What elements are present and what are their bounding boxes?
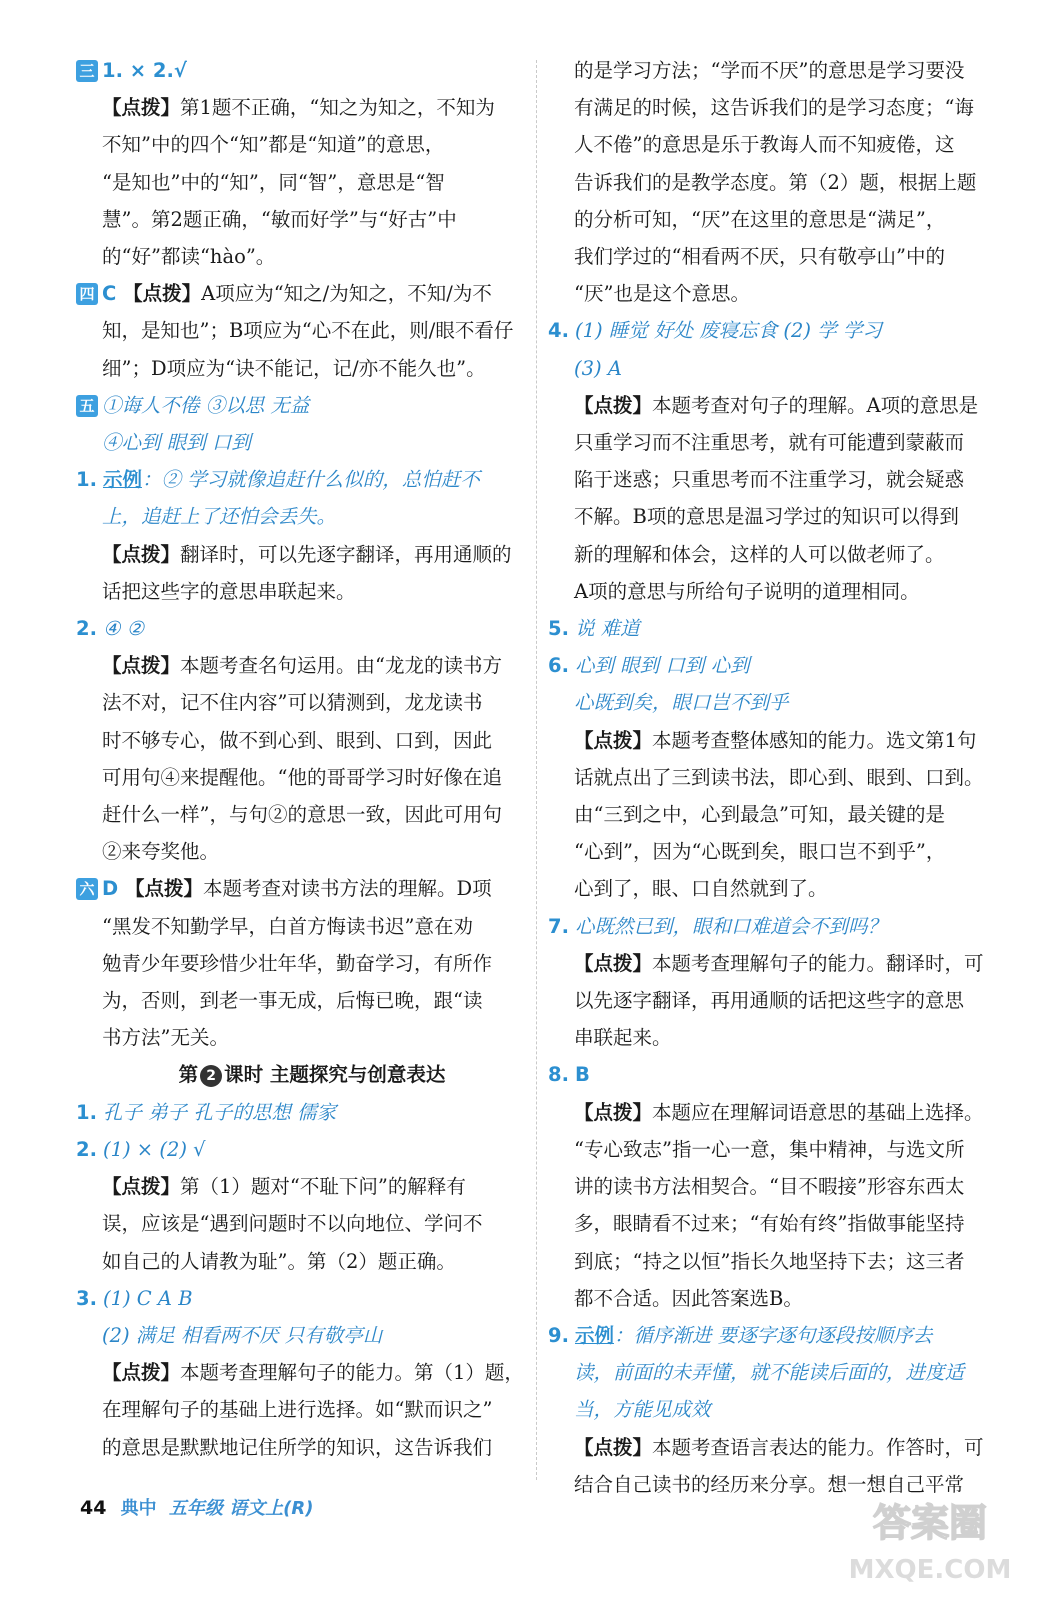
text-segment: 可用句④来提醒他。“他的哥哥学习时好像在追	[102, 765, 502, 789]
text-line	[548, 759, 994, 796]
text-line	[76, 684, 522, 721]
text-segment: 本题应在理解词语意思的基础上选择。	[652, 1100, 984, 1124]
text-segment: 以先逐字翻译，再用通顺的话把这些字的意思	[574, 989, 965, 1013]
text-line	[76, 164, 522, 201]
text-line	[548, 684, 994, 721]
section-marker: 四	[76, 283, 98, 305]
text-segment: 的“好”都读“hào”。	[102, 245, 276, 269]
answer-text: (1) 睡觉 好处 废寝忘食 (2) 学 学习	[574, 319, 882, 343]
text-line	[548, 908, 994, 945]
answer-text: (1) × (2) √	[102, 1137, 206, 1161]
text-line	[76, 796, 522, 833]
text-line	[76, 1317, 522, 1354]
answer-text: 孔子 弟子 孔子的思想 儒家	[102, 1100, 337, 1124]
text-line	[76, 387, 522, 424]
text-segment: 都不合适。因此答案选B。	[574, 1286, 803, 1310]
text-segment: 本题考查理解句子的能力。第（1）题，	[180, 1361, 524, 1385]
text-line	[548, 89, 994, 126]
text-segment: 如自己的人请教为耻”。第（2）题正确。	[102, 1249, 456, 1273]
text-line	[76, 945, 522, 982]
text-segment: 人不倦”的意思是乐于教诲人而不知疲倦，这	[574, 133, 955, 157]
question-number: 3.	[76, 1286, 97, 1310]
text-line	[548, 238, 994, 275]
text-line	[548, 1019, 994, 1056]
watermark-logo	[840, 1490, 1020, 1590]
text-line	[76, 1205, 522, 1242]
text-line	[548, 610, 994, 647]
text-line	[548, 1429, 994, 1466]
text-segment: 陷于迷惑；只重思考而不注重学习，就会疑惑	[574, 468, 965, 492]
text-line	[76, 833, 522, 870]
text-line	[76, 1280, 522, 1317]
right-column	[548, 52, 994, 1503]
example-label: 示例	[102, 468, 142, 492]
text-segment: 书方法”无关。	[102, 1026, 229, 1050]
text-line	[76, 238, 522, 275]
question-number: 1.	[76, 1100, 97, 1124]
section-marker: 五	[76, 395, 98, 417]
text-line	[76, 461, 522, 498]
text-line	[76, 312, 522, 349]
text-line	[548, 1131, 994, 1168]
hint-tag: 【点拨】	[102, 1175, 181, 1199]
text-segment: 在理解句子的基础上进行选择。如“默而识之”	[102, 1398, 493, 1422]
text-line	[548, 1317, 994, 1354]
text-line	[548, 275, 994, 312]
text-line	[76, 1131, 522, 1168]
text-line	[76, 201, 522, 238]
text-segment: 串联起来。	[574, 1026, 672, 1050]
answer-text: (2) 满足 相看两不厌 只有敬亭山	[102, 1323, 383, 1347]
text-segment: 结合自己读书的经历来分享。想一想自己平常	[574, 1472, 965, 1496]
question-number: 7.	[548, 914, 569, 938]
text-segment: 第	[178, 1063, 199, 1087]
text-segment: 本题考查整体感知的能力。选文第1句	[652, 728, 977, 752]
answer-text: 心既到矣，眼口岂不到乎	[574, 691, 789, 715]
question-number: 8.	[548, 1063, 569, 1087]
text-line	[76, 982, 522, 1019]
text-line	[548, 536, 994, 573]
hint-tag: 【点拨】	[574, 1435, 653, 1459]
text-segment: 第1题不正确，“知之为知之，不知为	[180, 96, 495, 120]
text-segment: “专心致志”指一心一意，集中精神，与选文所	[574, 1137, 965, 1161]
text-line	[548, 945, 994, 982]
hint-tag: 【点拨】	[102, 542, 181, 566]
text-line	[548, 722, 994, 759]
text-segment: 细”；D项应为“诀不能记，记/亦不能久也”。	[102, 356, 486, 380]
brand-logo: 典中	[120, 1498, 157, 1519]
text-segment: 不知”中的四个“知”都是“知道”的意思，	[102, 133, 445, 157]
hint-tag: 【点拨】	[102, 654, 181, 678]
text-line	[76, 498, 522, 535]
text-segment: 知，是知也”；B项应为“心不在此，则/眼不看仔	[102, 319, 514, 343]
answer-text: 读，前面的未弄懂，就不能读后面的，进度适	[574, 1361, 965, 1385]
answer-text: ：② 学习就像追赶什么似的，总怕赶不	[142, 468, 480, 492]
answer-text: 说 难道	[574, 617, 640, 641]
question-number: 5.	[548, 617, 569, 641]
hint-tag: 【点拨】	[574, 1100, 653, 1124]
text-line	[548, 201, 994, 238]
question-number: 9.	[548, 1323, 569, 1347]
text-line	[76, 610, 522, 647]
text-line	[76, 573, 522, 610]
text-line	[76, 647, 522, 684]
text-segment: 为，否则，到老一事无成，后悔已晚，跟“读	[102, 989, 483, 1013]
text-line	[548, 1094, 994, 1131]
text-segment: 新的理解和体会，这样的人可以做老师了。	[574, 542, 945, 566]
text-segment: D	[102, 877, 125, 901]
text-line	[548, 647, 994, 684]
text-segment: 告诉我们的是教学态度。第（2）题，根据上题	[574, 170, 977, 194]
text-line	[76, 1243, 522, 1280]
text-line	[76, 536, 522, 573]
text-line	[76, 722, 522, 759]
hint-tag: 【点拨】	[574, 951, 653, 975]
text-line	[548, 350, 994, 387]
question-number: 2.	[76, 617, 97, 641]
answer-text: ④心到 眼到 口到	[102, 431, 251, 455]
text-segment: 课时 主题探究与创意表达	[224, 1063, 446, 1087]
text-line	[76, 126, 522, 163]
section-marker: 六	[76, 878, 98, 900]
text-segment: “黑发不知勤学早，白首方悔读书迟”意在劝	[102, 914, 473, 938]
text-line	[76, 759, 522, 796]
text-line	[76, 350, 522, 387]
text-segment: 本题考查名句运用。由“龙龙的读书方	[180, 654, 502, 678]
hint-tag: 【点拨】	[102, 96, 181, 120]
text-line	[76, 1429, 522, 1466]
answer-text: 上，追赶上了还怕会丢失。	[102, 505, 337, 529]
answer-text: (1) C A B	[102, 1286, 193, 1310]
text-line	[548, 1280, 994, 1317]
text-line	[548, 1205, 994, 1242]
hint-tag: 【点拨】	[123, 282, 202, 306]
answer-text: ：循序渐进 要逐字逐句逐段按顺序去	[614, 1323, 933, 1347]
text-segment: 慧”。第2题正确，“敏而好学”与“好古”中	[102, 207, 457, 231]
page-footer	[80, 1493, 313, 1523]
text-line	[548, 312, 994, 349]
hint-tag: 【点拨】	[124, 877, 203, 901]
text-segment: C	[102, 282, 124, 306]
text-segment: 的意思是默默地记住所学的知识，这告诉我们	[102, 1435, 493, 1459]
text-segment: 本题考查语言表达的能力。作答时，可	[652, 1435, 984, 1459]
text-line	[548, 1243, 994, 1280]
text-segment: ②来夸奖他。	[102, 840, 220, 864]
text-line	[548, 126, 994, 163]
text-line	[76, 1354, 522, 1391]
column-divider	[536, 60, 537, 1480]
text-segment: A项应为“知之/为知之，不知/为不	[201, 282, 492, 306]
text-segment: 本题考查对读书方法的理解。D项	[203, 877, 492, 901]
answer-text: 心到 眼到 口到 心到	[574, 654, 750, 678]
text-segment: 法不对，记不住内容”可以猜测到，龙龙读书	[102, 691, 483, 715]
text-segment: 翻译时，可以先逐字翻译，再用通顺的	[180, 542, 512, 566]
text-line	[548, 498, 994, 535]
text-line	[76, 89, 522, 126]
text-segment: 到底；“持之以恒”指长久地坚持下去；这三者	[574, 1249, 965, 1273]
text-line	[548, 52, 994, 89]
text-line	[548, 1354, 994, 1391]
text-segment: “心到”，因为“心既到矣，眼口岂不到乎”，	[574, 840, 946, 864]
text-line	[76, 1391, 522, 1428]
text-line	[76, 52, 522, 89]
text-line	[76, 1019, 522, 1056]
text-segment: 只重学习而不注重思考，就有可能遭到蒙蔽而	[574, 431, 965, 455]
text-segment: B	[574, 1063, 590, 1087]
answer-text: ①诲人不倦 ③以思 无益	[102, 393, 310, 417]
text-line	[548, 573, 994, 610]
section-heading	[76, 1056, 522, 1093]
answer-text: (3) A	[574, 356, 622, 380]
text-segment: 话就点出了三到读书法，即心到、眼到、口到。	[574, 765, 984, 789]
page-number: 44	[80, 1497, 107, 1519]
watermark-title: 答案圈	[872, 1501, 988, 1545]
question-number: 6.	[548, 654, 569, 678]
text-line	[76, 908, 522, 945]
text-segment: 1. × 2.√	[102, 59, 187, 82]
text-line	[548, 387, 994, 424]
text-line	[548, 461, 994, 498]
lesson-number: 2	[200, 1065, 222, 1087]
text-line	[548, 164, 994, 201]
text-segment: 的是学习方法；“学而不厌”的意思是学习要没	[574, 59, 965, 82]
question-number: 2.	[76, 1137, 97, 1161]
text-line	[548, 1168, 994, 1205]
question-number: 1.	[76, 468, 97, 492]
text-line	[548, 1056, 994, 1093]
text-segment: “是知也”中的“知”，同“智”，意思是“智	[102, 170, 445, 194]
text-line	[76, 424, 522, 461]
answer-text: 心既然已到，眼和口难道会不到吗？	[574, 914, 887, 938]
text-line	[548, 982, 994, 1019]
text-line	[548, 796, 994, 833]
text-segment: A项的意思与所给句子说明的道理相同。	[574, 579, 920, 603]
text-line	[548, 833, 994, 870]
text-line	[548, 870, 994, 907]
answer-text: ④ ②	[102, 617, 145, 641]
text-segment: 由“三到之中，心到最急”可知，最关键的是	[574, 803, 945, 827]
text-line	[548, 424, 994, 461]
section-marker: 三	[76, 60, 98, 82]
book-title: 五年级 语文上(R)	[168, 1498, 314, 1519]
text-segment: 多，眼睛看不过来；“有始有终”指做事能坚持	[574, 1212, 965, 1236]
text-line	[76, 1168, 522, 1205]
text-segment: 赶什么一样”，与句②的意思一致，因此可用句	[102, 803, 502, 827]
answer-text: 当，方能见成效	[574, 1398, 711, 1422]
text-segment: 不解。B项的意思是温习学过的知识可以得到	[574, 505, 959, 529]
text-segment: 第（1）题对“不耻下问”的解释有	[180, 1175, 466, 1199]
left-column	[76, 52, 522, 1466]
example-label: 示例	[574, 1323, 614, 1347]
text-line	[76, 1094, 522, 1131]
text-segment: 勉青少年要珍惜少壮年华，勤奋学习，有所作	[102, 951, 493, 975]
text-segment: 我们学过的“相看两不厌，只有敬亭山”中的	[574, 245, 945, 269]
text-segment: 讲的读书方法相契合。“目不暇接”形容东西太	[574, 1175, 965, 1199]
hint-tag: 【点拨】	[574, 728, 653, 752]
text-line	[76, 275, 522, 312]
text-segment: 的分析可知，“厌”在这里的意思是“满足”，	[574, 207, 946, 231]
hint-tag: 【点拨】	[574, 393, 653, 417]
text-segment: 心到了，眼、口自然就到了。	[574, 877, 828, 901]
text-segment: 有满足的时候，这告诉我们的是学习态度；“诲	[574, 96, 974, 120]
watermark-url: MXQE.COM	[848, 1555, 1012, 1585]
text-line	[548, 1391, 994, 1428]
text-segment: 时不够专心，做不到心到、眼到、口到，因此	[102, 728, 493, 752]
hint-tag: 【点拨】	[102, 1361, 181, 1385]
text-segment: 话把这些字的意思串联起来。	[102, 579, 356, 603]
text-segment: 本题考查对句子的理解。A项的意思是	[652, 393, 979, 417]
question-number: 4.	[548, 319, 569, 343]
text-segment: 本题考查理解句子的能力。翻译时，可	[652, 951, 984, 975]
text-segment: “厌”也是这个意思。	[574, 282, 750, 306]
text-segment: 误，应该是“遇到问题时不以向地位、学问不	[102, 1212, 483, 1236]
text-line	[76, 870, 522, 907]
